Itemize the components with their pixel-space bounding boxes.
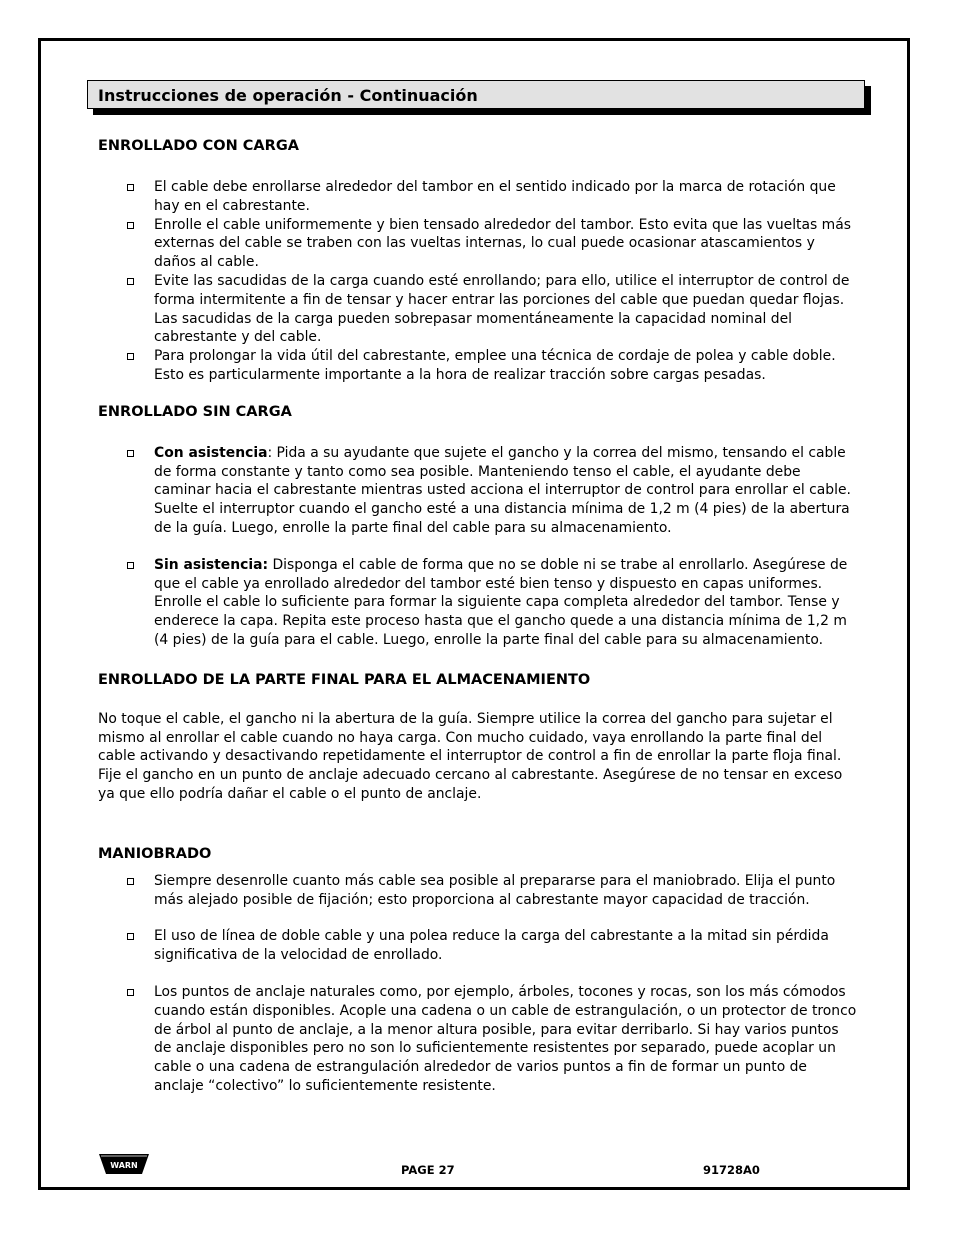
warn-logo (98, 1152, 150, 1178)
page-content (98, 136, 858, 1096)
list-item: El uso de línea de doble cable y una polea reduce la carga del cabrestante a la mitad sin pérdida significativa de la velocidad de enrollado. (98, 927, 858, 965)
document-code: 91728A0 (703, 1163, 760, 1177)
checkbox-bullet-icon (127, 933, 134, 940)
list-item: Sin asistencia: Disponga el cable de forma que no se doble ni se trabe al enrollarlo. Asegúrese de que el cable ya enrollado alrededor del tambor esté bien tenso y dispuesto en capas uniformes. Enrolle el cable lo suficiente para formar la siguiente capa completa alrededor del tambor. Tense y enderece la capa. Repita este proceso hasta que el gancho quede a una distancia mínima de 1,2 m (4 pies) de la guía para el cable. Luego, enrolle la parte final del cable para su almacenamiento. (98, 556, 858, 650)
section-heading-loaded: ENROLLADO CON CARGA (98, 138, 299, 154)
storage-paragraph: No toque el cable, el gancho ni la abertura de la guía. Siempre utilice la correa del gancho para sujetar el mismo al enrollar el cable cuando no haya carga. Con mucho cuidado, vaya enrollando la parte final del cable activando y desactivando repetidamente el interruptor de control a fin de enrollar la parte floja final. Fije el gancho en un punto de anclaje adecuado cercano al cabrestante. Asegúrese de no tensar en exceso ya que ello podría dañar el cable o el punto de anclaje. (98, 710, 843, 802)
loaded-list (98, 178, 858, 385)
page-number: PAGE 27 (401, 1163, 455, 1177)
list-item: Enrolle el cable uniformemente y bien tensado alrededor del tambor. Esto evita que las vueltas más externas del cable se traben con las vueltas internas, lo cual puede ocasionar atascamientos y daños al cable. (98, 216, 858, 272)
checkbox-bullet-icon (127, 878, 134, 885)
list-item: Evite las sacudidas de la carga cuando esté enrollando; para ello, utilice el interruptor de control de forma intermitente a fin de tensar y hacer entrar las porciones del cable que puedan quedar flojas. Las sacudidas de la carga pueden sobrepasar momentáneamente la capacidad nominal del cabrestante y del cable. (98, 272, 858, 347)
rigging-list (98, 872, 858, 1096)
checkbox-bullet-icon (127, 222, 134, 229)
logo-text: WARN (110, 1161, 138, 1170)
page-footer (98, 1152, 858, 1182)
unloaded-list (98, 444, 858, 650)
section-heading-unloaded: ENROLLADO SIN CARGA (98, 403, 292, 420)
list-item: El cable debe enrollarse alrededor del tambor en el sentido indicado por la marca de rotación que hay en el cabrestante. (98, 178, 858, 216)
list-item: Para prolongar la vida útil del cabrestante, emplee una técnica de cordaje de polea y cable doble. Esto es particularmente importante a la hora de realizar tracción sobre cargas pesadas. (98, 347, 858, 385)
checkbox-bullet-icon (127, 184, 134, 191)
checkbox-bullet-icon (127, 278, 134, 285)
list-item: Siempre desenrolle cuanto más cable sea posible al prepararse para el maniobrado. Elija el punto más alejado posible de fijación; esto proporciona al cabrestante mayor capacidad de tracción. (98, 872, 858, 910)
item-label: Con asistencia (154, 444, 268, 461)
page-title: Instrucciones de operación - Continuación (87, 80, 865, 109)
section-heading-rigging: MANIOBRADO (98, 845, 212, 862)
checkbox-bullet-icon (127, 450, 134, 457)
section-heading-storage: ENROLLADO DE LA PARTE FINAL PARA EL ALMACENAMIENTO (98, 671, 591, 688)
checkbox-bullet-icon (127, 562, 134, 569)
list-item: Los puntos de anclaje naturales como, por ejemplo, árboles, tocones y rocas, son los más cómodos cuando están disponibles. Acople una cadena o un cable de estrangulación, o un protector de tronco de árbol al punto de anclaje, a la menor altura posible, para evitar derribarlo. Si hay varios puntos de anclaje disponibles pero no son lo suficientemente resistentes por separado, puede acoplar un cable o una cadena de estrangulación alrededor de varios puntos a fin de formar un punto de anclaje “colectivo” lo suficientemente resistente. (98, 983, 858, 1096)
list-item: Con asistencia: Pida a su ayudante que sujete el gancho y la correa del mismo, tensando el cable de forma constante y tanto como sea posible. Manteniendo tenso el cable, el ayudante debe caminar hacia el cabrestante mientras usted acciona el interruptor de control para enrollar el cable. Suelte el interruptor cuando el gancho esté a una distancia mínima de 1,2 m (4 pies) de la abertura de la guía. Luego, enrolle la parte final del cable para su almacenamiento. (98, 444, 858, 538)
checkbox-bullet-icon (127, 989, 134, 996)
item-label: Sin asistencia: (154, 556, 269, 573)
checkbox-bullet-icon (127, 353, 134, 360)
